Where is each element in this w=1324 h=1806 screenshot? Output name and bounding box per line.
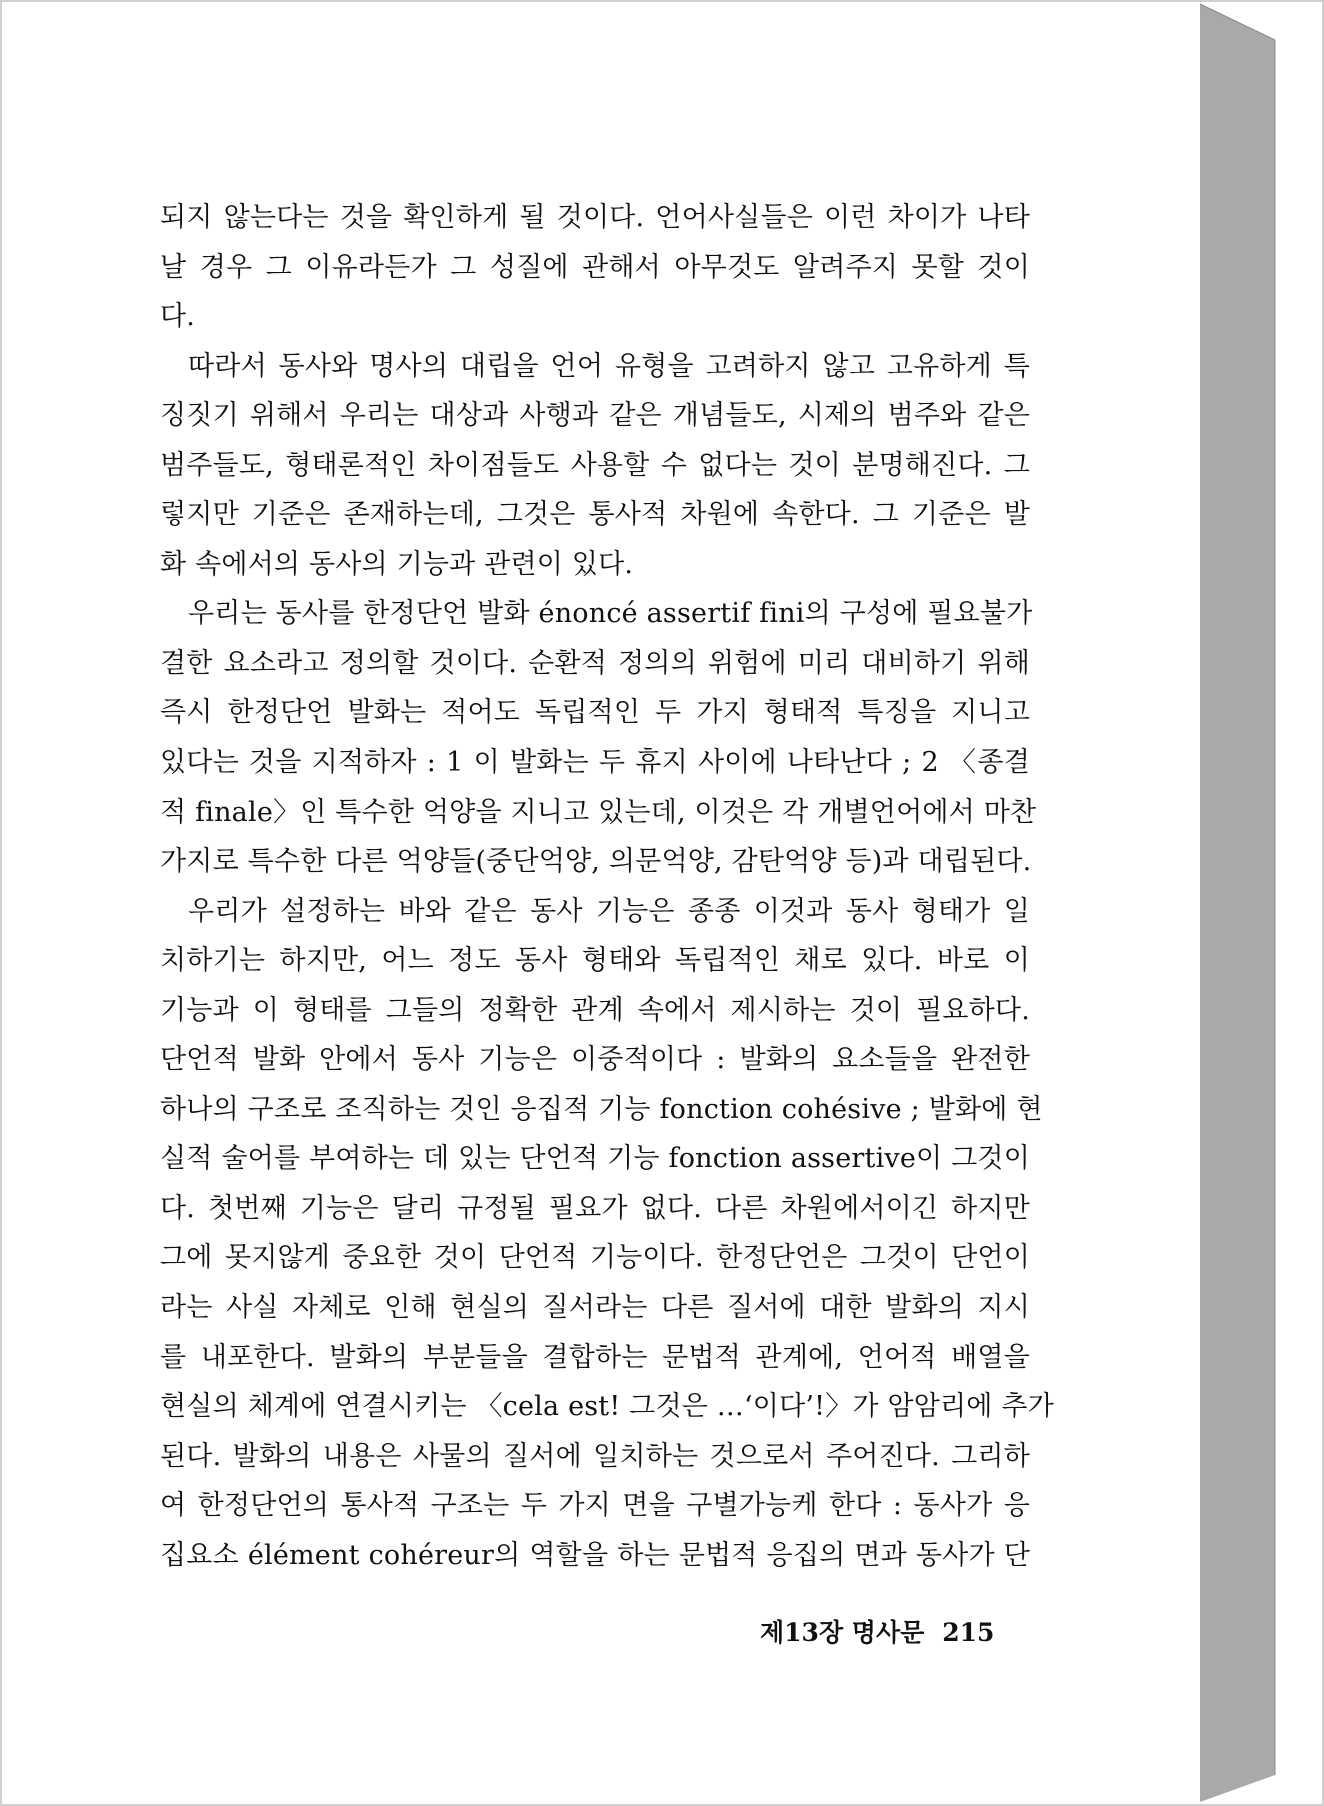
text-line: 가지로 특수한 다른 억양들(중단억양, 의문억양, 감탄억양 등)과 대립된다. xyxy=(160,846,1032,878)
text-line: 다. 첫번째 기능은 달리 규정될 필요가 없다. 다른 차원에서이긴 하지만 xyxy=(160,1192,1030,1224)
text-line: 있다는 것을 지적하자 : 1 이 발화는 두 휴지 사이에 나타난다 ; 2 〈종결 xyxy=(160,747,1030,779)
text-line: 다. xyxy=(160,301,196,333)
text-line: 우리가 설정하는 바와 같은 동사 기능은 종종 이것과 동사 형태가 일 xyxy=(188,895,1030,927)
text-line: 되지 않는다는 것을 확인하게 될 것이다. 언어사실들은 이런 차이가 나타 xyxy=(160,202,1030,233)
text-line: 된다. 발화의 내용은 사물의 질서에 일치하는 것으로서 주어진다. 그리하 xyxy=(160,1440,1030,1472)
text-line: 치하기는 하지만, 어느 정도 동사 형태와 독립적인 채로 있다. 바로 이 xyxy=(160,945,1030,977)
text-line: 따라서 동사와 명사의 대립을 언어 유형을 고려하지 않고 고유하게 특 xyxy=(188,350,1030,382)
text-line: 화 속에서의 동사의 기능과 관련이 있다. xyxy=(160,548,634,580)
page-number: 215 xyxy=(942,1618,995,1647)
text-line: 하나의 구조로 조직하는 것인 응집적 기능 fonction cohésive ; 발화에 현 xyxy=(160,1093,1043,1125)
text-line: 결한 요소라고 정의할 것이다. 순환적 정의의 위험에 미리 대비하기 위해 xyxy=(160,647,1030,679)
text-line: 적 finale〉인 특수한 억양을 지니고 있는데, 이것은 각 개별언어에서 마찬 xyxy=(160,796,1037,828)
text-line: 현실의 체계에 연결시키는 〈cela est! 그것은 …‘이다’!〉가 암암리에 추가 xyxy=(160,1391,1054,1423)
text-line: 즉시 한정단언 발화는 적어도 독립적인 두 가지 형태적 특징을 지니고 xyxy=(160,697,1030,729)
text-line: 단언적 발화 안에서 동사 기능은 이중적이다 : 발화의 요소들을 완전한 xyxy=(160,1044,1030,1076)
body-text xyxy=(160,198,1054,1585)
text-line: 우리는 동사를 한정단언 발화 énoncé assertif fini의 구성에 필요불가 xyxy=(188,598,1033,630)
text-line: 그에 못지않게 중요한 것이 단언적 기능이다. 한정단언은 그것이 단언이 xyxy=(160,1242,1030,1274)
text-line: 기능과 이 형태를 그들의 정확한 관계 속에서 제시하는 것이 필요하다. xyxy=(160,994,1030,1026)
text-line: 집요소 élément cohéreur의 역할을 하는 문법적 응집의 면과 동사가 단 xyxy=(160,1539,1030,1571)
text-line: 라는 사실 자체로 인해 현실의 질서라는 다른 질서에 대한 발화의 지시 xyxy=(160,1292,1030,1324)
text-line: 를 내포한다. 발화의 부분들을 결합하는 문법적 관계에, 언어적 배열을 xyxy=(160,1341,1030,1373)
chapter-title: 제13장 명사문 xyxy=(760,1618,925,1647)
text-line: 실적 술어를 부여하는 데 있는 단언적 기능 fonction assertive이 그것이 xyxy=(160,1143,1030,1175)
text-line: 렇지만 기준은 존재하는데, 그것은 통사적 차원에 속한다. 그 기준은 발 xyxy=(160,499,1030,531)
text-line: 징짓기 위해서 우리는 대상과 사행과 같은 개념들도, 시제의 범주와 같은 xyxy=(160,400,1030,432)
text-line: 범주들도, 형태론적인 차이점들도 사용할 수 없다는 것이 분명해진다. 그 xyxy=(160,449,1030,481)
text-line: 날 경우 그 이유라든가 그 성질에 관해서 아무것도 알려주지 못할 것이 xyxy=(160,251,1030,283)
text-line: 여 한정단언의 통사적 구조는 두 가지 면을 구별가능케 한다 : 동사가 응 xyxy=(160,1490,1030,1522)
page-footer xyxy=(760,1615,1020,1651)
